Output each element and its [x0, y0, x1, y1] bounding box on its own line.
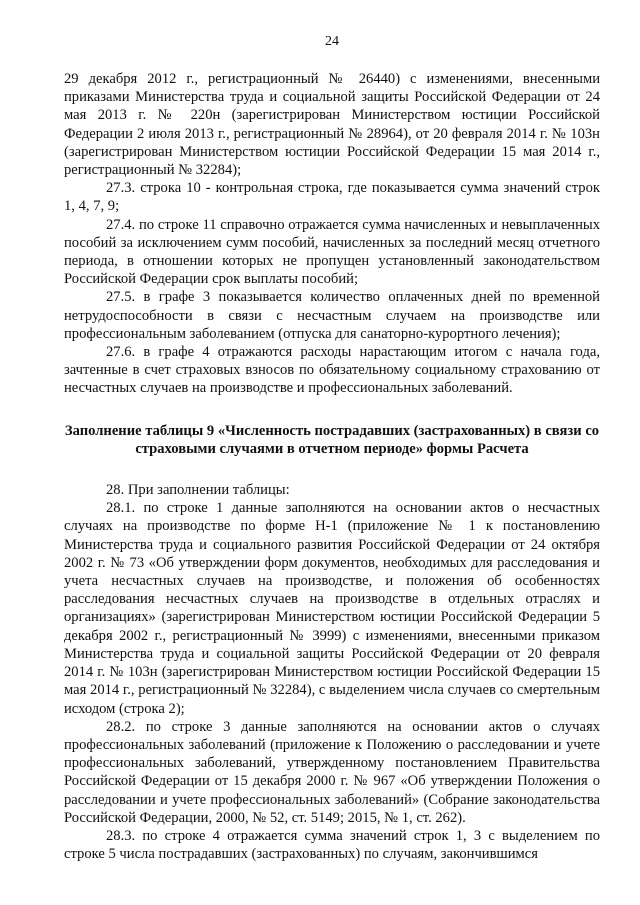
paragraph-27-3: 27.3. строка 10 - контрольная строка, где показывается сумма значений строк 1, 4, 7, 9; — [64, 180, 600, 215]
paragraph-28-3: 28.3. по строке 4 отражается сумма значений строк 1, 3 с выделением по строке 5 числа пострадавших (застрахованных) по случаям, закончившимся — [64, 827, 600, 863]
paragraph-27-4: 27.4. по строке 11 справочно отражается сумма начисленных и невыплаченных пособий за исключением сумм пособий, начисленных за последний месяц отчетного периода, в отношении которых не пропущен установленный законодательством Российской Федерации срок выплаты пособий; — [64, 216, 600, 288]
paragraph-continuation: 29 декабря 2012 г., регистрационный № 26440) с изменениями, внесенными приказами Министерства труда и социальной защиты Российской Федерации от 24 мая 2013 г. № 220н (зарегистрирован Министерством юстиции Российской Федерации 2 июля 2013 г., регистрационный № 28964), от 20 февраля 2014 г. № 103н (зарегистрирован Министерством юстиции Российской Федерации 15 мая 2014 г., регистрационный № 32284); — [64, 71, 600, 179]
page-number: 24 — [325, 34, 339, 49]
paragraph-28: 28. При заполнении таблицы: — [106, 482, 290, 499]
paragraph-27-6: 27.6. в графе 4 отражаются расходы нарастающим итогом с начала года, зачтенные в счет страховых взносов по обязательному социальному страхованию от несчастных случаев на производстве и профессиональных заболеваний. — [64, 344, 600, 397]
section-heading: Заполнение таблицы 9 «Численность пострадавших (застрахованных) в связи со страховыми случаями в отчетном периоде» формы Расчета — [64, 422, 600, 457]
paragraph-28-1: 28.1. по строке 1 данные заполняются на основании актов о несчастных случаях на производстве по форме Н-1 (приложение № 1 к постановлению Министерства труда и социального развития Российской Федерации от 24 октября 2002 г. № 73 «Об утверждении форм документов, необходимых для расследования и учета несчастных случаев на производстве, и положения об особенностях расследования несчастных случаев на производстве в отдельных отраслях и организациях» (зарегистрирован Министерством юстиции Российской Федерации 5 декабря 2002 г., регистрационный № 3999) с изменениями, внесенными приказом Министерства труда и социальной защиты Российской Федерации от 20 февраля 2014 г. № 103н (зарегистрирован Министерством юстиции Российской Федерации 15 мая 2014 г., регистрационный № 32284), с выделением числа случаев со смертельным исходом (строка 2); — [64, 500, 600, 717]
paragraph-28-2: 28.2. по строке 3 данные заполняются на основании актов о случаях профессиональных заболеваний (приложение к Положению о расследовании и учете профессиональных заболеваний, утвержденному постановлением Правительства Российской Федерации от 15 декабря 2000 г. № 967 «Об утверждении Положения о расследовании и учете профессиональных заболеваний» (Собрание законодательства Российской Федерации, 2000, № 52, ст. 5149; 2015, № 1, ст. 262). — [64, 718, 600, 826]
document-page — [64, 34, 600, 863]
paragraph-27-5: 27.5. в графе 3 показывается количество оплаченных дней по временной нетрудоспособности в связи с несчастным случаем на производстве или профессиональным заболеванием (отпуска для санаторно-курортного лечения); — [64, 289, 600, 342]
